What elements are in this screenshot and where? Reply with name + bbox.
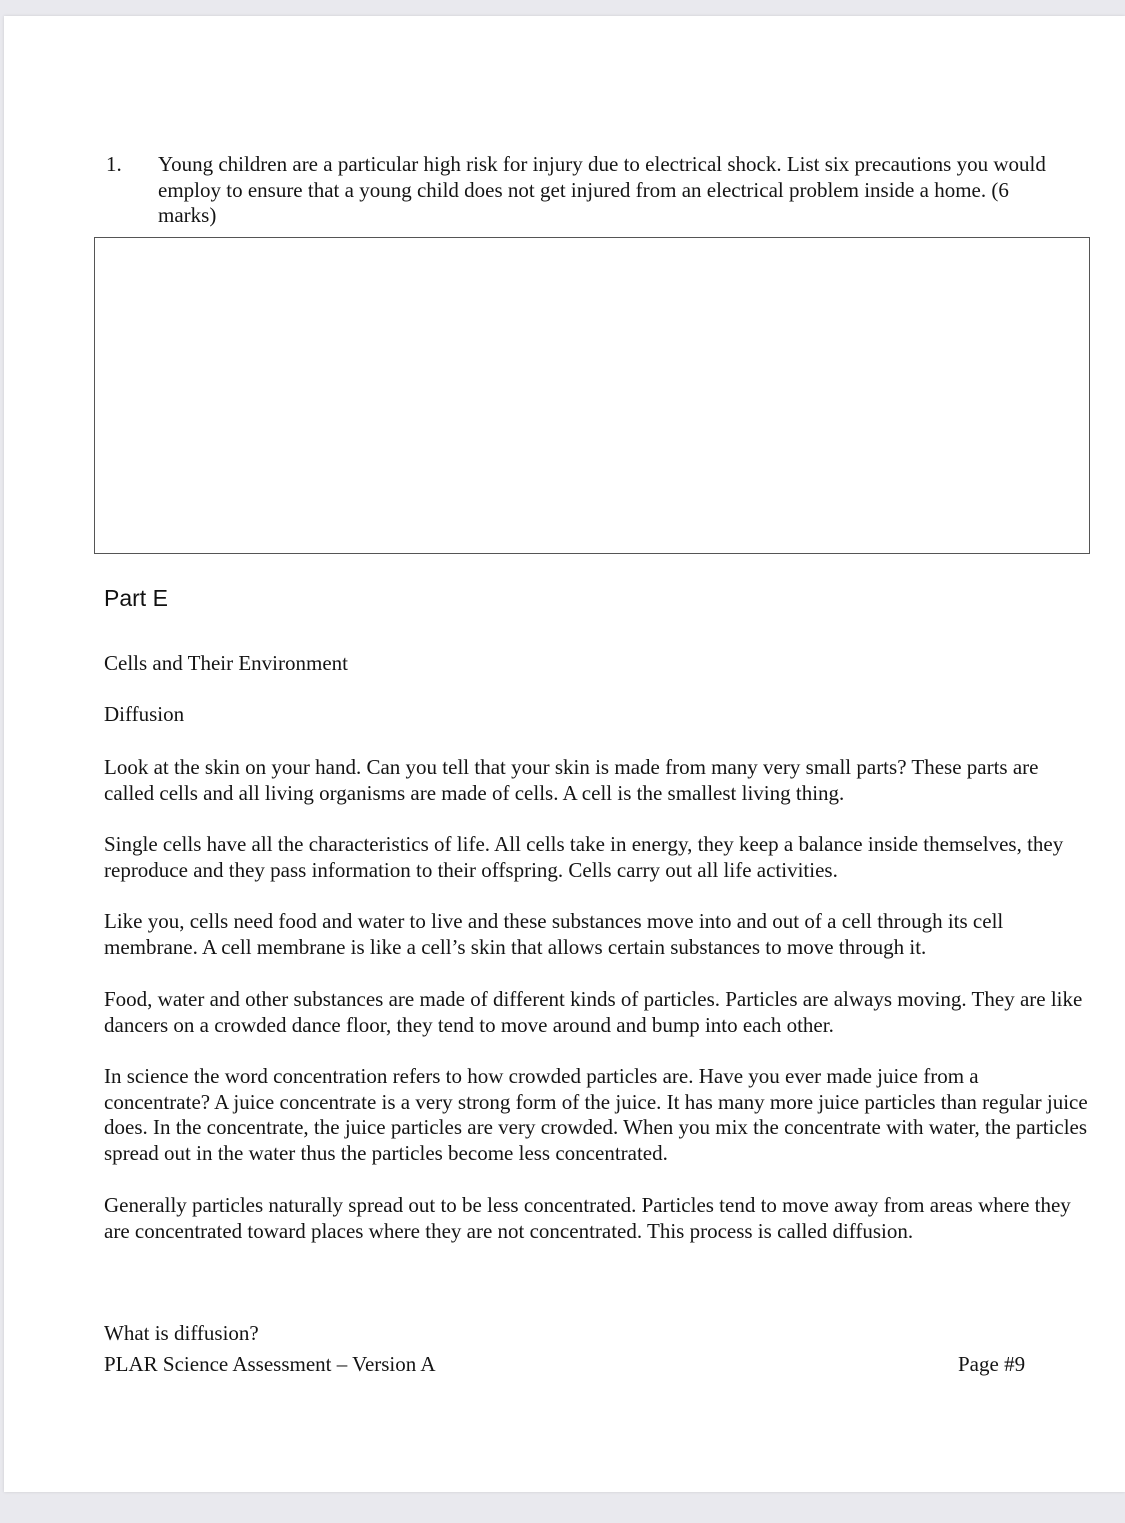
section-title: Cells and Their Environment	[104, 651, 348, 675]
paragraph-3: Like you, cells need food and water to live and these substances move into and out of a cell through its cell membrane. A cell membrane is like a cell’s skin that allows certain substances to move through it.	[104, 909, 1004, 959]
page-number: Page #9	[958, 1352, 1026, 1376]
paragraph-6: Generally particles naturally spread out to be less concentrated. Particles tend to move away from areas where they are concentrated toward places where they are not concentrated. This process is called diffusion.	[104, 1193, 1071, 1243]
answer-box[interactable]	[94, 237, 1090, 554]
question-text: Young children are a particular high risk for injury due to electrical shock. List six precautions you would employ to ensure that a young child does not get injured from an electrical problem inside a home. (6 marks)	[158, 152, 1046, 227]
section-subtitle: Diffusion	[104, 702, 185, 726]
question-number: 1.	[106, 152, 122, 176]
paragraph-2: Single cells have all the characteristics of life. All cells take in energy, they keep a balance inside themselves, they reproduce and they pass information to their offspring. Cells carry out all life activities.	[104, 832, 1064, 882]
paragraph-5: In science the word concentration refers to how crowded particles are. Have you ever made juice from a concentrate? A juice concentrate is a very strong form of the juice. It has many more juice particles than regular juice does. In the concentrate, the juice particles are very crowded. When you mix the concentrate with water, the particles spread out in the water thus the particles become less concentrated.	[104, 1064, 1088, 1165]
paragraph-1: Look at the skin on your hand. Can you tell that your skin is made from many very small parts? These parts are called cells and all living organisms are made of cells. A cell is the smallest living thing.	[104, 755, 1039, 805]
footer-title: PLAR Science Assessment – Version A	[104, 1352, 436, 1376]
diffusion-question: What is diffusion?	[104, 1321, 259, 1345]
document-page	[4, 16, 1125, 1492]
part-heading: Part E	[104, 585, 168, 611]
paragraph-4: Food, water and other substances are made of different kinds of particles. Particles are always moving. They are like dancers on a crowded dance floor, they tend to move around and bump into each other.	[104, 987, 1083, 1037]
